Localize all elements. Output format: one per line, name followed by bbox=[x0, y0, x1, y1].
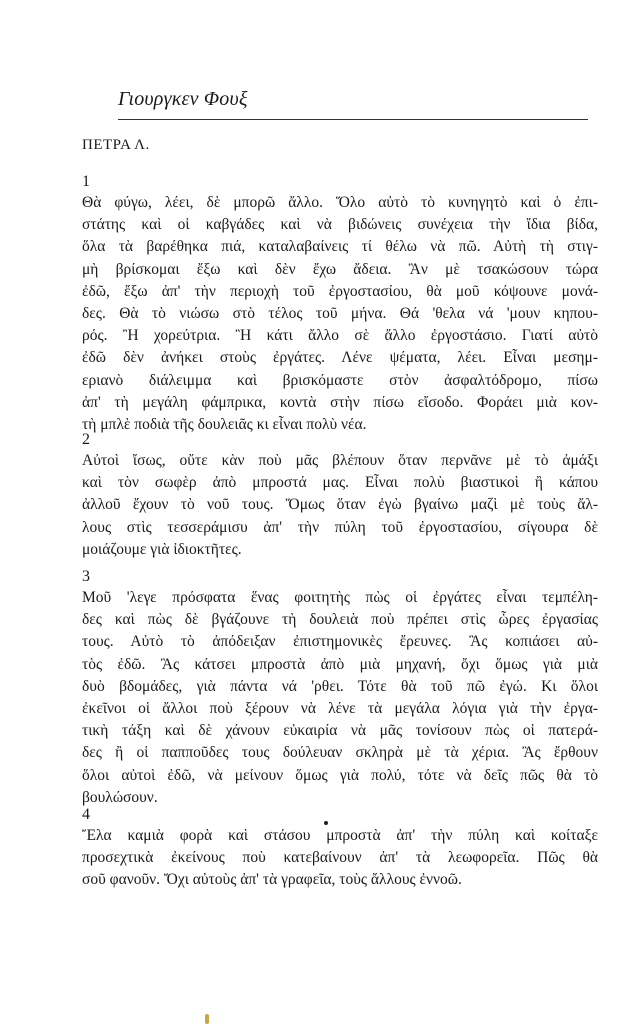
text-line: ἐδῶ, ἔξω ἀπ' τὴν περιοχὴ τοῦ ἐργοστασίου, θὰ μοῦ κόψουνε μονά- bbox=[82, 282, 598, 300]
text-line: τὴ μπλὲ ποδιὰ τῆς δουλειᾶς κι εἶναι πολὺ νέα. bbox=[82, 415, 367, 433]
text-line: Μοῦ 'λεγε πρόσφατα ἕνας φοιτητὴς πὼς οἱ ἐργάτες εἶναι τεμπέλη- bbox=[82, 589, 598, 606]
section-1 bbox=[82, 172, 598, 436]
text-line: λους στὶς τεσσεράμισυ ἀπ' τὴν πύλη τοῦ ἐργοστασίου, σίγουρα δὲ bbox=[82, 518, 598, 536]
text-line: βουλώσουν. bbox=[82, 788, 158, 806]
section-2 bbox=[82, 430, 598, 561]
text-line: ἀπ' τὴ μεγάλη φάμπρικα, κοντὰ στὴν πίσω εἴσοδο. Φοράει μιὰ κον- bbox=[82, 393, 598, 411]
text-line: σοῦ φανοῦν. Ὄχι αὐτοὺς ἀπ' τὰ γραφεῖα, τοὺς ἄλλους ἐννοῶ. bbox=[82, 871, 462, 889]
section-number: 3 bbox=[82, 568, 90, 585]
text-line: προσεχτικὰ ἐκείνους ποὺ κατεβαίνουν ἀπ' τὰ λεωφορεῖα. Πῶς θὰ bbox=[82, 849, 598, 867]
text-line: ἐδῶ δὲν ἀνήκει στοὺς ἐργάτες. Λένε ψέματα, λέει. Εἶναι μεσημ- bbox=[82, 349, 598, 367]
text-line: μὴ βρίσκομαι ἔξω καὶ δὲν ἔχω ἄδεια. Ἂν μὲ τσακώσουν τώρα bbox=[82, 260, 598, 278]
section-number: 2 bbox=[82, 431, 90, 448]
section-number: 4 bbox=[82, 806, 90, 823]
text-line: τὸς ἐδῶ. Ἂς κάτσει μπροστὰ ἀπὸ μιὰ μηχανή, ὄχι ὅμως γιὰ μιὰ bbox=[82, 655, 598, 673]
text-line: ἐκεῖνοι οἱ ἄλλοι ποὺ ξέρουν νὰ λένε τὰ μεγάλα λόγια γιὰ τὴν ἐργα- bbox=[82, 699, 598, 717]
text-line: Αὐτοὶ ἴσως, οὔτε κὰν ποὺ μᾶς βλέπουν ὅταν περνᾶνε μὲ τὸ ἀμάξι bbox=[82, 452, 598, 469]
text-line: τικὴ τάξη καὶ δὲ χάνουν εὐκαιρία νὰ μᾶς τονίσουν πὼς οἱ πατερά- bbox=[82, 722, 598, 740]
text-line: δες ἢ οἱ παπποῦδες τους δούλευαν σκληρὰ μὲ τὰ χέρια. Ἂς ἔρθουν bbox=[82, 744, 598, 762]
text-line: καὶ τὸν σωφὲρ ἀπὸ μπροστά μας. Εἶναι πολὺ βιαστικοὶ ἢ κάπου bbox=[82, 474, 598, 492]
text-line: στάτης καὶ οἱ καβγάδες καὶ νὰ βιδώνεις συνέχεια τὴν ἴδια βίδα, bbox=[82, 216, 598, 234]
text-line: ρός. Ἢ χορεύτρια. Ἢ κάτι ἄλλο σὲ ἄλλο ἐργοστάσιο. Γιατί αὐτὸ bbox=[82, 327, 598, 345]
section-3 bbox=[82, 567, 598, 809]
running-head-author: Γιουργκεν Φουξ bbox=[118, 88, 248, 110]
header-rule bbox=[118, 119, 588, 120]
text-line: Θὰ φύγω, λέει, δὲ μπορῶ ἄλλο. Ὅλο αὐτὸ τὸ κυνηγητὸ καὶ ὁ ἐπι- bbox=[82, 194, 598, 211]
text-line: δες. Θὰ τὸ νιώσω στὸ τέλος τοῦ μήνα. Θά 'θελα νά 'μουν κηπου- bbox=[82, 304, 598, 322]
text-line: δες καὶ πὼς δὲ βγάζουνε τὴ δουλειὰ ποὺ πρέπει στὶς ὧρες ἐργασίας bbox=[82, 611, 598, 629]
text-line: ὅλα τὰ βαρέθηκα πιά, καταλαβαίνεις τί θέλω νὰ πῶ. Αὐτὴ τὴ στιγ- bbox=[82, 238, 598, 256]
text-line: τους. Αὐτὸ τὸ ἀπόδειξαν ἐπιστημονικὲς ἔρευνες. Ἂς κοπιάσει αὐ- bbox=[82, 633, 598, 651]
text-line: Ἔλα καμιὰ φορὰ καὶ στάσου μπροστὰ ἀπ' τὴν πύλη καὶ κοίταξε bbox=[82, 827, 598, 844]
text-line: μοιάζουμε γιὰ ἰδιοκτῆτες. bbox=[82, 540, 242, 558]
text-line: δυὸ βδομάδες, γιὰ πάντα νά 'ρθει. Τότε θὰ τοῦ πῶ ἐγώ. Κι ὅλοι bbox=[82, 677, 598, 695]
section-number: 1 bbox=[82, 173, 90, 190]
paper-speck bbox=[205, 1014, 209, 1024]
text-line: ἀλλοῦ ἔχουν τὸ νοῦ τους. Ὅμως ὅταν ἐγὼ βγαίνω μαζὶ μὲ τοὺς ἄλ- bbox=[82, 496, 598, 514]
section-title: ΠΕΤΡΑ Λ. bbox=[82, 137, 150, 153]
text-line: εριανὸ διάλειμμα καὶ βρισκόμαστε στὸν ἀσφαλτόδρομο, πίσω bbox=[82, 371, 598, 389]
text-line: ὅλοι αὐτοὶ ἐδῶ, νὰ μείνουν ὅμως γιὰ πολύ, τότε νὰ δεῖς πῶς θὰ τὸ bbox=[82, 766, 598, 784]
section-4 bbox=[82, 805, 598, 892]
